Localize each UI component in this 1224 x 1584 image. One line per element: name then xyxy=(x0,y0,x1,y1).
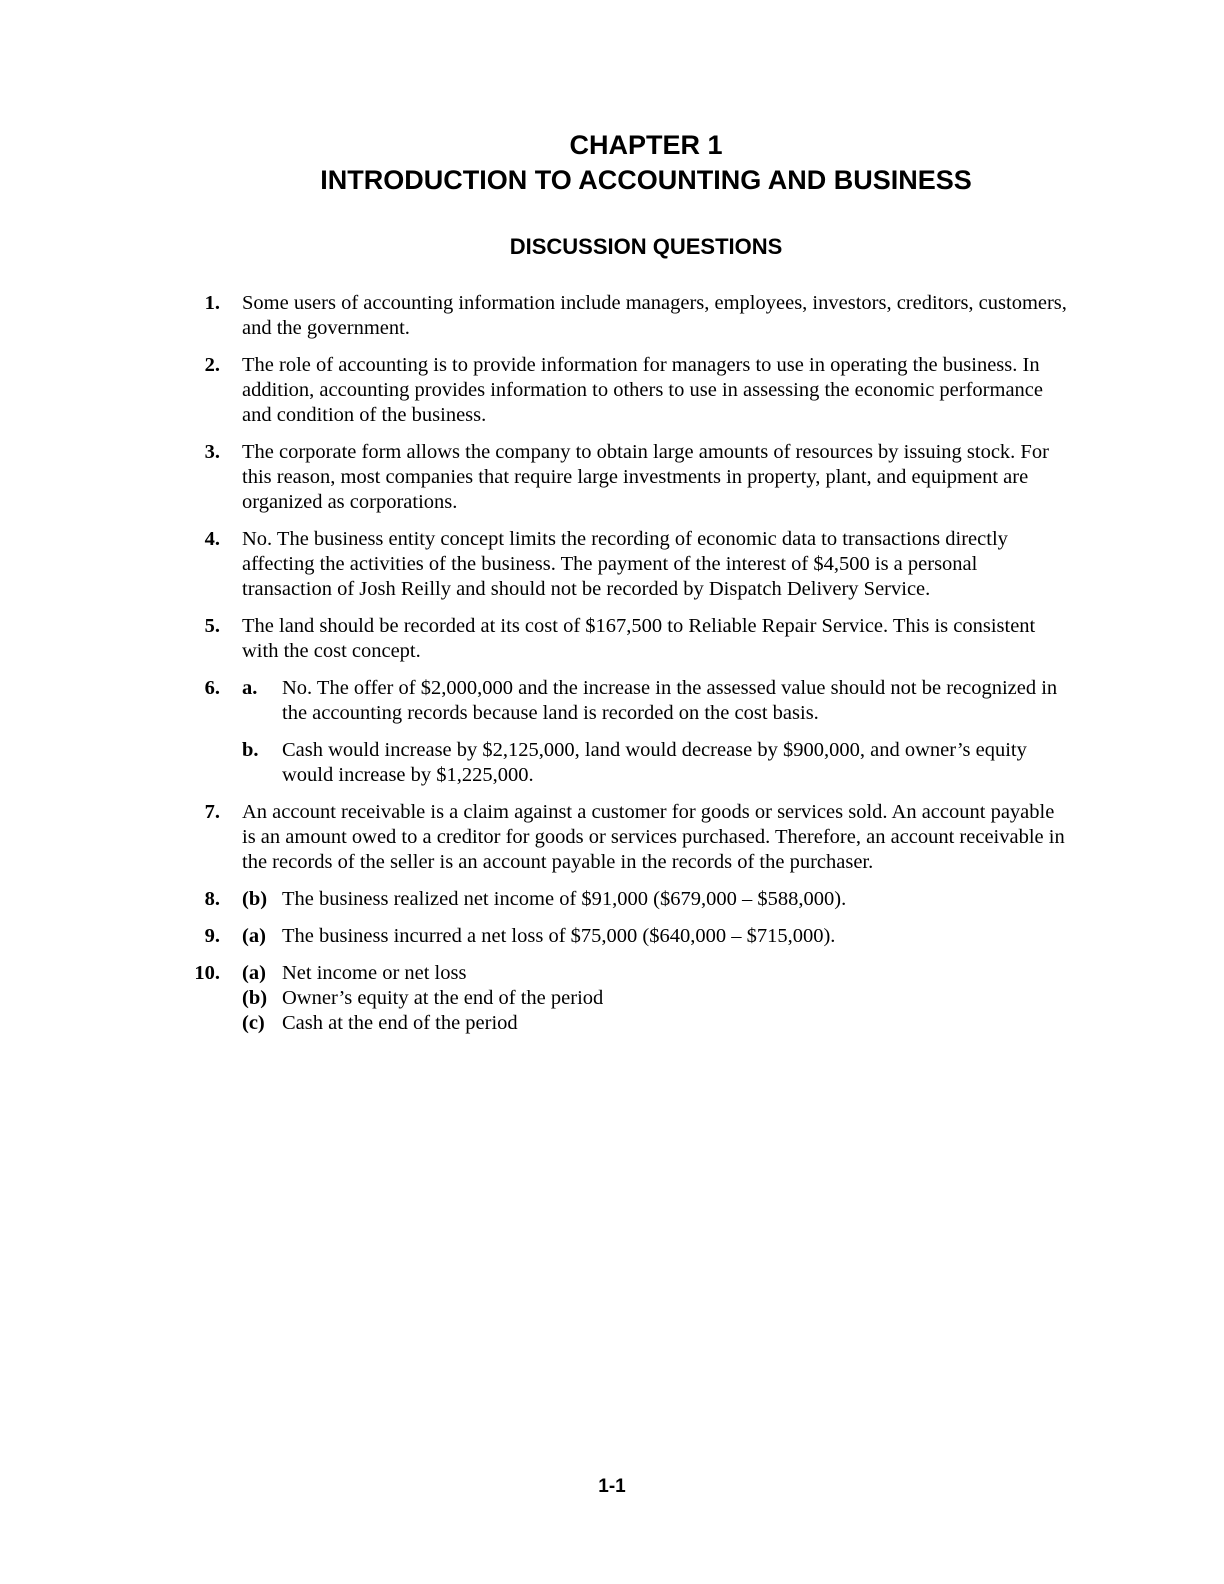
question-item-6 xyxy=(0,676,1072,788)
question-item-1 xyxy=(0,291,1072,341)
sub-answer-text: Net income or net loss xyxy=(282,962,467,984)
sub-answer-text: The business realized net income of $91,000 ($679,000 – $588,000). xyxy=(282,888,847,910)
question-number: 8. xyxy=(204,888,220,910)
question-item-9 xyxy=(0,924,1072,949)
question-item-8 xyxy=(0,887,1072,912)
sub-answer-text: Owner’s equity at the end of the period xyxy=(282,987,604,1009)
sub-answer-label: a. xyxy=(242,677,258,699)
question-number: 3. xyxy=(204,441,220,463)
sub-answer-a xyxy=(242,676,1072,726)
question-item-4 xyxy=(0,527,1072,602)
answer-text: The role of accounting is to provide information for managers to use in operating the business. In addition, accounting provides information to others to use in assessing the economic performance and condition of the business. xyxy=(242,354,1044,426)
question-number: 4. xyxy=(204,528,220,550)
sub-answer-b xyxy=(242,887,1072,912)
sub-answer-label: (a) xyxy=(242,962,266,984)
sub-answer-label: (b) xyxy=(242,888,268,910)
sub-answer-b xyxy=(242,738,1072,788)
question-item-10 xyxy=(0,961,1072,1036)
question-number: 2. xyxy=(204,354,220,376)
sub-answer-a xyxy=(242,961,1072,986)
question-number: 6. xyxy=(204,677,220,699)
sub-answer-c xyxy=(242,1011,1072,1036)
question-item-2 xyxy=(0,353,1072,428)
answer-text: The corporate form allows the company to obtain large amounts of resources by issuing stock. For this reason, most companies that require large investments in property, plant, and equipment are organized as corporations. xyxy=(242,441,1049,513)
sub-answer-text: No. The offer of $2,000,000 and the increase in the assessed value should not be recognized in the accounting records because land is recorded on the cost basis. xyxy=(282,677,1058,724)
question-item-3 xyxy=(0,440,1072,515)
sub-answer-label: (a) xyxy=(242,925,266,947)
question-number: 9. xyxy=(204,925,220,947)
question-list xyxy=(0,291,1224,1048)
sub-answer-b xyxy=(242,986,1072,1011)
chapter-title: INTRODUCTION TO ACCOUNTING AND BUSINESS xyxy=(320,165,972,195)
question-number: 10. xyxy=(194,962,220,984)
question-number: 7. xyxy=(204,801,220,823)
sub-answer-text: The business incurred a net loss of $75,000 ($640,000 – $715,000). xyxy=(282,925,836,947)
sub-answer-a xyxy=(242,924,1072,949)
section-heading: DISCUSSION QUESTIONS xyxy=(509,234,783,259)
sub-answer-label: (b) xyxy=(242,987,268,1009)
sub-answer-label: (c) xyxy=(242,1012,265,1034)
sub-answer-text: Cash would increase by $2,125,000, land would decrease by $900,000, and owner’s equity would increase by $1,225,000. xyxy=(282,739,1027,786)
sub-answer-label: b. xyxy=(242,739,259,761)
page-number: 1-1 xyxy=(598,1476,626,1497)
question-item-7 xyxy=(0,800,1072,875)
answer-text: The land should be recorded at its cost of $167,500 to Reliable Repair Service. This is consistent with the cost concept. xyxy=(242,615,1036,662)
question-item-5 xyxy=(0,614,1072,664)
answer-text: An account receivable is a claim against a customer for goods or services sold. An account payable is an amount owed to a creditor for goods or services purchased. Therefore, an account receivable in the records of the seller is an account payable in the records of the purchaser. xyxy=(242,801,1065,873)
answer-text: No. The business entity concept limits the recording of economic data to transactions directly affecting the activities of the business. The payment of the interest of $4,500 is a personal transaction of Josh Reilly and should not be recorded by Dispatch Delivery Service. xyxy=(242,528,1008,600)
question-number: 5. xyxy=(204,615,220,637)
answer-text: Some users of accounting information include managers, employees, investors, creditors, customers, and the government. xyxy=(242,292,1067,339)
chapter-heading: CHAPTER 1 xyxy=(569,130,723,160)
question-number: 1. xyxy=(204,292,220,314)
sub-answer-text: Cash at the end of the period xyxy=(282,1012,518,1034)
